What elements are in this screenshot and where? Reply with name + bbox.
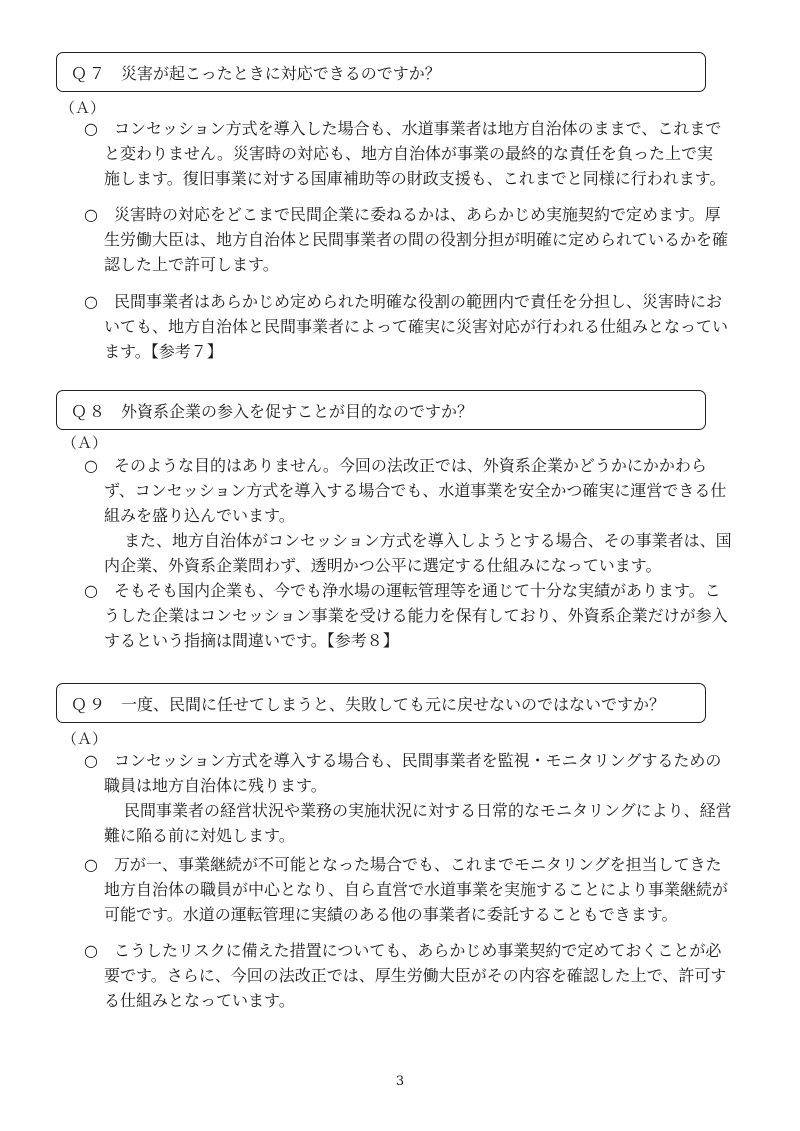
answer-label: （Ａ） xyxy=(62,434,108,452)
paragraph-text: 民間事業者の経営状況や業務の実施状況に対する日常的なモニタリングにより、経営難に陥る前に対処します。 xyxy=(104,801,732,845)
question-number: Ｑ８ xyxy=(71,401,108,421)
paragraph-text: ○ 民間事業者はあらかじめ定められた明確な役割の範囲内で責任を分担し、災害時においても、地方自治体と民間事業者によって確実に災害対応が行われる仕組みとなっています。【参考７】 xyxy=(84,292,729,361)
paragraph-text: ○ 災害時の対応をどこまで民間企業に委ねるかは、あらかじめ実施契約で定めます。厚生労働大臣は、地方自治体と民間事業者の間の役割分担が明確に定められているかを確認した上で許可します。 xyxy=(84,205,729,274)
paragraph-text: ○ そのような目的はありません。今回の法改正では、外資系企業かどうかにかかわらず、コンセッション方式を導入する場合でも、水道事業を安全かつ確実に運営できる仕組みを盛り込んでいます。 xyxy=(84,456,727,525)
answer-paragraph xyxy=(84,453,734,578)
answer-paragraph xyxy=(84,578,734,653)
question-box-q9 xyxy=(56,683,706,723)
question-text: 外資系企業の参入を促すことが目的なのですか？ xyxy=(121,401,474,421)
paragraph-text: また、地方自治体がコンセッション方式を導入しようとする場合、その事業者は、国内企業、外資系企業問わず、透明かつ公平に選定する仕組みになっています。 xyxy=(104,531,732,575)
answer-paragraph xyxy=(84,116,726,191)
question-number: Ｑ９ xyxy=(71,694,108,714)
answer-paragraph xyxy=(84,202,734,277)
answer-paragraph xyxy=(84,289,734,364)
page-number: 3 xyxy=(395,1074,405,1089)
answer-paragraph xyxy=(84,938,734,1013)
paragraph-text: ○ そもそも国内企業も、今でも浄水場の運転管理等を通じて十分な実績があります。こうした企業はコンセッション事業を受ける能力を保有しており、外資系企業だけが参入するという指摘は間違いです。【参考８】 xyxy=(84,581,728,650)
paragraph-text: ○ コンセッション方式を導入した場合も、水道事業者は地方自治体のままで、これまでと変わりません。災害時の対応も、地方自治体が事業の最終的な責任を負った上で実施します。復旧事業に対する国庫補助等の財政支援も、これまでと同様に行われます。 xyxy=(84,119,726,188)
answer-paragraph xyxy=(84,748,734,848)
question-number: Ｑ７ xyxy=(71,63,108,83)
paragraph-text: ○ コンセッション方式を導入する場合も、民間事業者を監視・モニタリングするための職員は地方自治体に残ります。 xyxy=(84,751,722,795)
question-text: 災害が起こったときに対応できるのですか？ xyxy=(121,63,441,83)
answer-label: （Ａ） xyxy=(60,99,106,117)
question-box-q7 xyxy=(56,52,706,92)
question-text: 一度、民間に任せてしまうと、失敗しても元に戻せないのではないですか？ xyxy=(121,694,666,714)
answer-label: （Ａ） xyxy=(62,730,108,748)
answer-paragraph xyxy=(84,852,734,927)
paragraph-text: ○ 万が一、事業継続が不可能となった場合でも、これまでモニタリングを担当してきた地方自治体の職員が中心となり、自ら直営で水道事業を実施することにより事業継続が可能です。水道の運転管理に実績のある他の事業者に委託することもできます。 xyxy=(84,855,729,924)
paragraph-text: ○ こうしたリスクに備えた措置についても、あらかじめ事業契約で定めておくことが必要です。さらに、今回の法改正では、厚生労働大臣がその内容を確認した上で、許可する仕組みとなっています。 xyxy=(84,941,727,1010)
question-box-q8 xyxy=(56,390,706,430)
